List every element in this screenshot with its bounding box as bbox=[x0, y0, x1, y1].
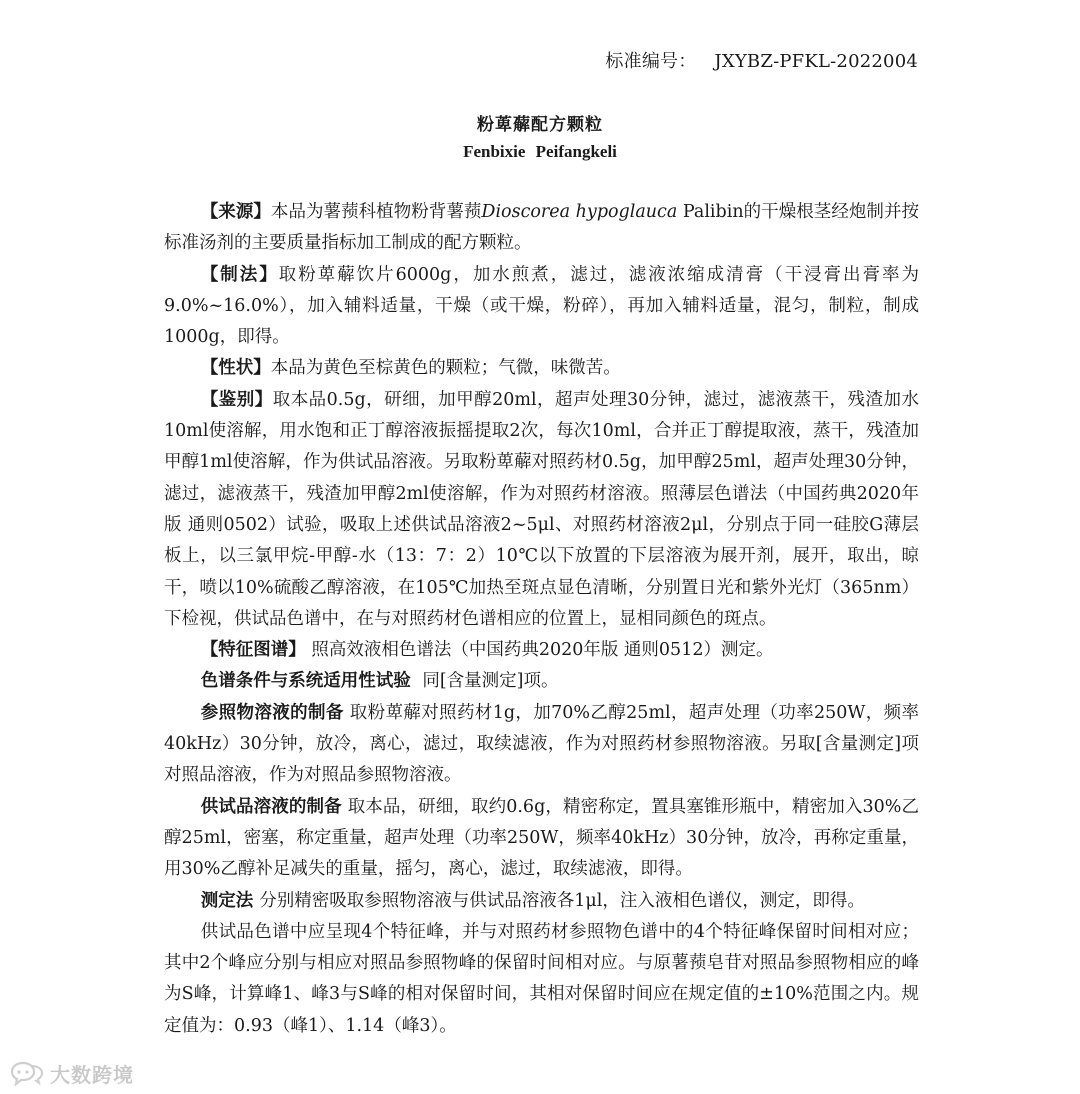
document-title: 粉萆薢配方颗粒 bbox=[477, 115, 603, 135]
section-text: 供试品色谱中应呈现4个特征峰，并与对照药材参照物色谱中的4个特征峰保留时间相对应；其中2个峰应分别与相应对照品参照物峰的保留时间相对应。与原薯蓣皂苷对照品参照物相应的峰为S峰，计算峰1、峰3与S峰的相对保留时间，其相对保留时间应在规定值的±10%范围之内。规定值为：0.93（峰1）、1.14（峰3）。 bbox=[164, 921, 919, 1036]
subsection-heading: 供试品溶液的制备 bbox=[200, 796, 342, 817]
section-source bbox=[164, 197, 919, 260]
section-heading: 【鉴别】 bbox=[200, 389, 273, 410]
section-heading: 【制法】 bbox=[200, 264, 279, 285]
standard-number-code: JXYBZ-PFKL-2022004 bbox=[714, 51, 918, 72]
section-text: 取粉萆薢对照药材1g，加70%乙醇25ml，超声处理（功率250W，频率40kHz）30分钟，放冷，离心，滤过，取续滤液，作为对照药材参照物溶液。另取[含量测定]项对照品溶液，作为对照品参照物溶液。 bbox=[164, 702, 919, 786]
document-title-pinyin: Fenbixie Peifangkeli bbox=[463, 142, 617, 161]
subsection-heading: 测定法 bbox=[200, 890, 254, 911]
subsection-heading: 色谱条件与系统适用性试验 bbox=[200, 671, 411, 692]
section-fingerprint bbox=[164, 635, 919, 666]
section-preparation bbox=[164, 260, 919, 354]
section-conditions bbox=[164, 666, 919, 697]
section-reference-solution bbox=[164, 698, 919, 792]
section-identification bbox=[164, 385, 919, 635]
watermark bbox=[10, 1058, 134, 1088]
standard-number-label: 标准编号： bbox=[605, 51, 697, 72]
section-text: 取粉萆薢饮片6000g，加水煎煮，滤过，滤液浓缩成清膏（干浸膏出膏率为9.0%~16.0%），加入辅料适量，干燥（或干燥，粉碎），再加入辅料适量，混匀，制粒，制成1000g，即得。 bbox=[164, 264, 919, 348]
section-heading: 【特征图谱】 bbox=[200, 640, 306, 661]
section-text: 取本品，研细，取约0.6g，精密称定，置具塞锥形瓶中，精密加入30%乙醇25ml，密塞，称定重量，超声处理（功率250W，频率40kHz）30分钟，放冷，再称定重量，用30%乙醇补足减失的重量，摇匀，离心，滤过，取续滤液，即得。 bbox=[164, 796, 919, 880]
section-text: 取本品0.5g，研细，加甲醇20ml，超声处理30分钟，滤过，滤液蒸干，残渣加水10ml使溶解，用水饱和正丁醇溶液振摇提取2次，每次10ml，合并正丁醇提取液，蒸干，残渣加甲醇1ml使溶解，作为供试品溶液。另取粉萆薢对照药材0.5g，加甲醇25ml，超声处理30分钟，滤过，滤液蒸干，残渣加甲醇2ml使溶解，作为对照药材溶液。照薄层色谱法（中国药典2020年版 通则0502）试验，吸取上述供试品溶液2~5μl、对照药材溶液2μl，分别点于同一硅胶G薄层板上，以三氯甲烷-甲醇-水（13：7：2）10℃以下放置的下层溶液为展开剂，展开，取出，晾干，喷以10%硫酸乙醇溶液，在105℃加热至斑点显色清晰，分别置日光和紫外光灯（365nm）下检视，供试品色谱中，在与对照药材色谱相应的位置上，显相同颜色的斑点。 bbox=[164, 389, 920, 629]
latin-name: Dioscorea hypoglauca bbox=[481, 202, 678, 222]
section-character bbox=[164, 353, 919, 384]
section-text: 本品为薯蓣科植物粉背薯蓣 bbox=[270, 202, 482, 222]
standard-number bbox=[605, 47, 918, 73]
section-result bbox=[164, 917, 919, 1042]
chat-bubble-logo-icon bbox=[10, 1060, 44, 1086]
subsection-heading: 参照物溶液的制备 bbox=[200, 702, 344, 723]
section-test-solution bbox=[164, 792, 919, 886]
section-method bbox=[164, 886, 919, 917]
section-heading: 【性状】 bbox=[200, 358, 271, 379]
document-body bbox=[164, 197, 919, 1042]
section-text: 分别精密吸取参照物溶液与供试品溶液各1μl，注入液相色谱仪，测定，即得。 bbox=[259, 890, 865, 911]
section-text: 本品为黄色至棕黄色的颗粒；气微，味微苦。 bbox=[270, 358, 621, 379]
section-text: 照高效液相色谱法（中国药典2020年版 通则0512）测定。 bbox=[311, 640, 774, 661]
section-heading: 【来源】 bbox=[200, 202, 271, 222]
watermark-text: 大数跨境 bbox=[50, 1062, 134, 1087]
section-text: Palibin的干燥根茎经炮制并按标准汤剂的主要质量指标加工制成的配方颗粒。 bbox=[164, 202, 919, 254]
section-text: 同[含量测定]项。 bbox=[422, 671, 559, 692]
